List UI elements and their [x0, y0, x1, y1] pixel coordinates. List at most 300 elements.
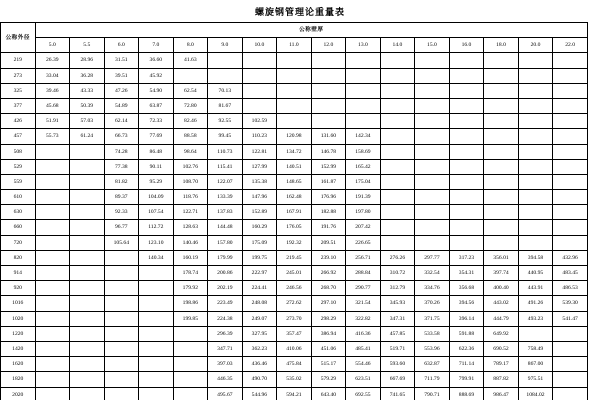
- cell-outer-diameter: 1016: [1, 296, 36, 311]
- cell-weight: [553, 387, 588, 400]
- cell-weight: 198.86: [173, 296, 208, 311]
- table-row: [1, 190, 588, 205]
- cell-weight: [484, 174, 519, 189]
- cell-weight: [415, 114, 450, 129]
- cell-weight: [553, 53, 588, 68]
- cell-weight: [173, 372, 208, 387]
- cell-weight: [104, 341, 139, 356]
- cell-weight: [518, 326, 553, 341]
- cell-weight: [415, 144, 450, 159]
- cell-weight: 157.80: [208, 235, 243, 250]
- cell-weight: [35, 205, 70, 220]
- cell-weight: [484, 83, 519, 98]
- cell-weight: [346, 114, 381, 129]
- cell-weight: 160.19: [173, 250, 208, 265]
- cell-weight: [484, 235, 519, 250]
- table-row: [1, 341, 588, 356]
- cell-weight: 102.76: [173, 159, 208, 174]
- cell-weight: 39.51: [104, 68, 139, 83]
- cell-weight: 554.46: [346, 357, 381, 372]
- cell-weight: 579.29: [311, 372, 346, 387]
- cell-weight: [449, 144, 484, 159]
- cell-weight: 296.39: [208, 326, 243, 341]
- cell-weight: [553, 235, 588, 250]
- header-outer-diameter: 公称外径: [1, 23, 36, 53]
- thickness-col-13: 18.0: [484, 38, 519, 53]
- cell-weight: 354.31: [449, 266, 484, 281]
- cell-outer-diameter: 426: [1, 114, 36, 129]
- thickness-col-1: 5.5: [70, 38, 105, 53]
- cell-weight: [173, 357, 208, 372]
- cell-weight: 62.54: [173, 83, 208, 98]
- cell-weight: [70, 159, 105, 174]
- cell-weight: 490.70: [242, 372, 277, 387]
- cell-weight: [277, 83, 312, 98]
- cell-weight: [311, 98, 346, 113]
- cell-weight: 98.64: [173, 144, 208, 159]
- cell-weight: [415, 159, 450, 174]
- cell-weight: 495.67: [208, 387, 243, 400]
- cell-weight: [484, 159, 519, 174]
- cell-weight: 47.26: [104, 83, 139, 98]
- cell-weight: 711.14: [449, 357, 484, 372]
- cell-weight: 175.04: [346, 174, 381, 189]
- cell-weight: 120.98: [277, 129, 312, 144]
- cell-weight: [553, 68, 588, 83]
- cell-weight: 544.96: [242, 387, 277, 400]
- cell-weight: [70, 205, 105, 220]
- cell-weight: [449, 129, 484, 144]
- thickness-col-10: 14.0: [380, 38, 415, 53]
- cell-weight: 175.09: [242, 235, 277, 250]
- thickness-col-0: 5.0: [35, 38, 70, 53]
- cell-weight: 986.47: [484, 387, 519, 400]
- cell-weight: [380, 190, 415, 205]
- cell-weight: [277, 114, 312, 129]
- cell-weight: [415, 220, 450, 235]
- cell-weight: 553.96: [415, 341, 450, 356]
- cell-weight: 276.26: [380, 250, 415, 265]
- cell-weight: 57.03: [70, 114, 105, 129]
- cell-weight: 39.46: [35, 83, 70, 98]
- cell-weight: 486.53: [553, 281, 588, 296]
- cell-weight: 128.63: [173, 220, 208, 235]
- cell-weight: 485.41: [346, 341, 381, 356]
- cell-weight: [70, 220, 105, 235]
- cell-weight: [35, 341, 70, 356]
- cell-weight: [139, 311, 174, 326]
- cell-weight: [139, 372, 174, 387]
- cell-weight: 162.48: [277, 190, 312, 205]
- cell-weight: 133.39: [208, 190, 243, 205]
- cell-weight: [277, 98, 312, 113]
- cell-weight: [518, 98, 553, 113]
- cell-weight: [35, 235, 70, 250]
- cell-weight: 758.49: [518, 341, 553, 356]
- cell-weight: 88.58: [173, 129, 208, 144]
- cell-weight: 298.29: [311, 311, 346, 326]
- cell-outer-diameter: 660: [1, 220, 36, 235]
- cell-weight: 692.55: [346, 387, 381, 400]
- table-row: [1, 220, 588, 235]
- cell-weight: 332.54: [415, 266, 450, 281]
- cell-weight: [380, 144, 415, 159]
- cell-weight: 92.55: [208, 114, 243, 129]
- cell-weight: [380, 68, 415, 83]
- cell-weight: [553, 220, 588, 235]
- cell-weight: [415, 98, 450, 113]
- cell-weight: [139, 357, 174, 372]
- cell-weight: 82.46: [173, 114, 208, 129]
- cell-weight: 209.51: [311, 235, 346, 250]
- cell-outer-diameter: 529: [1, 159, 36, 174]
- cell-weight: 541.47: [553, 311, 588, 326]
- table-row: [1, 281, 588, 296]
- cell-weight: 397.74: [484, 266, 519, 281]
- cell-weight: 256.71: [346, 250, 381, 265]
- cell-outer-diameter: 1820: [1, 372, 36, 387]
- cell-weight: [208, 53, 243, 68]
- thickness-col-6: 10.0: [242, 38, 277, 53]
- cell-weight: 197.80: [346, 205, 381, 220]
- cell-weight: 127.99: [242, 159, 277, 174]
- cell-weight: 297.77: [415, 250, 450, 265]
- cell-weight: [484, 98, 519, 113]
- cell-weight: 36.28: [70, 68, 105, 83]
- cell-weight: 436.46: [242, 357, 277, 372]
- cell-weight: [70, 357, 105, 372]
- cell-weight: 396.14: [449, 311, 484, 326]
- cell-weight: 475.84: [277, 357, 312, 372]
- table-row: [1, 144, 588, 159]
- cell-weight: [553, 174, 588, 189]
- cell-weight: [484, 205, 519, 220]
- cell-weight: [518, 235, 553, 250]
- cell-weight: 533.58: [415, 326, 450, 341]
- cell-weight: [70, 174, 105, 189]
- cell-weight: [70, 250, 105, 265]
- cell-weight: 219.45: [277, 250, 312, 265]
- thickness-col-4: 8.0: [173, 38, 208, 53]
- cell-weight: 142.34: [346, 129, 381, 144]
- cell-weight: 36.60: [139, 53, 174, 68]
- cell-weight: [242, 98, 277, 113]
- cell-weight: [139, 266, 174, 281]
- thickness-col-11: 15.0: [415, 38, 450, 53]
- cell-weight: [380, 159, 415, 174]
- cell-weight: [553, 144, 588, 159]
- cell-weight: 483.45: [553, 266, 588, 281]
- cell-weight: 107.54: [139, 205, 174, 220]
- cell-weight: 446.35: [208, 372, 243, 387]
- cell-weight: 112.72: [139, 220, 174, 235]
- cell-weight: [518, 114, 553, 129]
- cell-weight: 152.89: [242, 205, 277, 220]
- cell-weight: 443.91: [518, 281, 553, 296]
- cell-weight: [346, 53, 381, 68]
- cell-weight: 272.62: [277, 296, 312, 311]
- cell-weight: [415, 174, 450, 189]
- cell-weight: 667.69: [380, 372, 415, 387]
- cell-weight: 122.71: [173, 205, 208, 220]
- cell-weight: 43.33: [70, 83, 105, 98]
- cell-weight: 131.60: [311, 129, 346, 144]
- table-row: [1, 68, 588, 83]
- cell-weight: [449, 174, 484, 189]
- cell-weight: [70, 341, 105, 356]
- cell-weight: [35, 144, 70, 159]
- cell-weight: [484, 144, 519, 159]
- cell-outer-diameter: 610: [1, 190, 36, 205]
- cell-weight: 90.11: [139, 159, 174, 174]
- thickness-col-3: 7.0: [139, 38, 174, 53]
- cell-weight: 386.94: [311, 326, 346, 341]
- cell-weight: 161.87: [311, 174, 346, 189]
- cell-weight: [35, 357, 70, 372]
- cell-weight: [380, 220, 415, 235]
- cell-weight: 649.92: [484, 326, 519, 341]
- cell-weight: [415, 205, 450, 220]
- table-row: [1, 372, 588, 387]
- cell-weight: [415, 53, 450, 68]
- cell-weight: 317.23: [449, 250, 484, 265]
- table-row: [1, 53, 588, 68]
- cell-weight: 152.99: [311, 159, 346, 174]
- cell-weight: [449, 159, 484, 174]
- cell-weight: [518, 83, 553, 98]
- cell-weight: 690.52: [484, 341, 519, 356]
- cell-weight: [518, 144, 553, 159]
- cell-weight: [208, 68, 243, 83]
- cell-weight: 50.39: [70, 98, 105, 113]
- cell-weight: 144.48: [208, 220, 243, 235]
- cell-weight: 397.03: [208, 357, 243, 372]
- cell-weight: 268.70: [311, 281, 346, 296]
- cell-weight: 99.45: [208, 129, 243, 144]
- cell-weight: 245.01: [277, 266, 312, 281]
- cell-weight: [104, 281, 139, 296]
- cell-weight: 89.37: [104, 190, 139, 205]
- cell-weight: 416.36: [346, 326, 381, 341]
- cell-weight: 182.88: [311, 205, 346, 220]
- cell-weight: 81.82: [104, 174, 139, 189]
- cell-weight: 334.76: [415, 281, 450, 296]
- cell-weight: 273.70: [277, 311, 312, 326]
- cell-weight: 148.65: [277, 174, 312, 189]
- table-row: [1, 250, 588, 265]
- cell-weight: 321.54: [346, 296, 381, 311]
- cell-weight: 356.68: [449, 281, 484, 296]
- cell-weight: 410.06: [277, 341, 312, 356]
- cell-weight: 451.06: [311, 341, 346, 356]
- thickness-col-5: 9.0: [208, 38, 243, 53]
- cell-weight: [380, 205, 415, 220]
- cell-outer-diameter: 1220: [1, 326, 36, 341]
- cell-weight: 207.42: [346, 220, 381, 235]
- thickness-col-8: 12.0: [311, 38, 346, 53]
- thickness-col-9: 13.0: [346, 38, 381, 53]
- cell-weight: 122.81: [242, 144, 277, 159]
- table-row: [1, 357, 588, 372]
- cell-weight: [70, 387, 105, 400]
- cell-weight: 226.65: [346, 235, 381, 250]
- cell-weight: 622.36: [449, 341, 484, 356]
- cell-weight: 246.56: [277, 281, 312, 296]
- cell-outer-diameter: 219: [1, 53, 36, 68]
- table-row: [1, 114, 588, 129]
- cell-weight: [139, 326, 174, 341]
- cell-outer-diameter: 1020: [1, 311, 36, 326]
- cell-weight: 95.29: [139, 174, 174, 189]
- cell-weight: 54.89: [104, 98, 139, 113]
- cell-weight: 28.96: [70, 53, 105, 68]
- cell-weight: 61.24: [70, 129, 105, 144]
- cell-weight: 345.93: [380, 296, 415, 311]
- cell-weight: [553, 372, 588, 387]
- cell-weight: 147.96: [242, 190, 277, 205]
- cell-outer-diameter: 2020: [1, 387, 36, 400]
- cell-weight: 179.92: [173, 281, 208, 296]
- cell-weight: [139, 296, 174, 311]
- cell-weight: [70, 235, 105, 250]
- cell-weight: 158.69: [346, 144, 381, 159]
- cell-weight: [449, 190, 484, 205]
- cell-weight: 26.39: [35, 53, 70, 68]
- cell-weight: 357.47: [277, 326, 312, 341]
- cell-weight: 62.14: [104, 114, 139, 129]
- cell-weight: 96.77: [104, 220, 139, 235]
- thickness-col-2: 6.0: [104, 38, 139, 53]
- cell-weight: 54.90: [139, 83, 174, 98]
- cell-weight: [518, 129, 553, 144]
- cell-weight: 118.76: [173, 190, 208, 205]
- cell-weight: [484, 68, 519, 83]
- cell-weight: [173, 341, 208, 356]
- cell-weight: 444.79: [484, 311, 519, 326]
- cell-weight: 167.91: [277, 205, 312, 220]
- cell-weight: [449, 205, 484, 220]
- cell-weight: [139, 341, 174, 356]
- cell-weight: [35, 190, 70, 205]
- cell-outer-diameter: 820: [1, 250, 36, 265]
- cell-weight: 179.99: [208, 250, 243, 265]
- cell-weight: [553, 190, 588, 205]
- cell-weight: [553, 129, 588, 144]
- table-row: [1, 235, 588, 250]
- cell-outer-diameter: 920: [1, 281, 36, 296]
- table-row: [1, 311, 588, 326]
- table-row: [1, 174, 588, 189]
- cell-weight: 493.23: [518, 311, 553, 326]
- cell-weight: [104, 387, 139, 400]
- cell-weight: 266.92: [311, 266, 346, 281]
- cell-weight: [553, 159, 588, 174]
- cell-weight: [104, 357, 139, 372]
- cell-weight: [380, 174, 415, 189]
- cell-weight: 123.10: [139, 235, 174, 250]
- cell-weight: 55.73: [35, 129, 70, 144]
- cell-weight: [70, 296, 105, 311]
- cell-weight: 70.13: [208, 83, 243, 98]
- cell-weight: [70, 326, 105, 341]
- cell-weight: 594.21: [277, 387, 312, 400]
- cell-weight: [415, 129, 450, 144]
- cell-weight: 457.85: [380, 326, 415, 341]
- table-body: [1, 53, 588, 400]
- cell-weight: 312.79: [380, 281, 415, 296]
- cell-weight: [449, 235, 484, 250]
- cell-weight: [380, 83, 415, 98]
- cell-outer-diameter: 377: [1, 98, 36, 113]
- cell-weight: 63.87: [139, 98, 174, 113]
- cell-weight: 248.08: [242, 296, 277, 311]
- cell-weight: [518, 174, 553, 189]
- cell-weight: 224.38: [208, 311, 243, 326]
- cell-weight: [415, 68, 450, 83]
- cell-weight: 122.07: [208, 174, 243, 189]
- cell-weight: 140.51: [277, 159, 312, 174]
- cell-weight: [104, 326, 139, 341]
- cell-weight: [35, 296, 70, 311]
- cell-weight: [449, 83, 484, 98]
- cell-weight: 77.69: [139, 129, 174, 144]
- cell-weight: [346, 68, 381, 83]
- cell-weight: [311, 53, 346, 68]
- cell-weight: 888.69: [449, 387, 484, 400]
- thickness-col-15: 22.0: [553, 38, 588, 53]
- cell-weight: [104, 296, 139, 311]
- cell-weight: 72.33: [139, 114, 174, 129]
- cell-weight: 223.49: [208, 296, 243, 311]
- table-row: [1, 266, 588, 281]
- table-row: [1, 387, 588, 400]
- cell-weight: [35, 281, 70, 296]
- table-row: [1, 129, 588, 144]
- cell-weight: 165.42: [346, 159, 381, 174]
- cell-weight: [518, 53, 553, 68]
- cell-outer-diameter: 1420: [1, 341, 36, 356]
- cell-weight: [242, 83, 277, 98]
- cell-weight: [484, 114, 519, 129]
- cell-weight: 643.40: [311, 387, 346, 400]
- cell-weight: 789.17: [484, 357, 519, 372]
- cell-weight: 535.02: [277, 372, 312, 387]
- cell-weight: 432.96: [553, 250, 588, 265]
- cell-weight: [484, 53, 519, 68]
- thickness-col-7: 11.0: [277, 38, 312, 53]
- cell-weight: [449, 220, 484, 235]
- cell-weight: 137.83: [208, 205, 243, 220]
- cell-weight: [346, 83, 381, 98]
- cell-weight: 51.91: [35, 114, 70, 129]
- cell-weight: 86.48: [139, 144, 174, 159]
- cell-weight: 41.63: [173, 53, 208, 68]
- cell-weight: 146.78: [311, 144, 346, 159]
- cell-weight: [35, 174, 70, 189]
- cell-weight: [518, 68, 553, 83]
- cell-weight: 176.96: [311, 190, 346, 205]
- cell-outer-diameter: 508: [1, 144, 36, 159]
- cell-weight: 81.67: [208, 98, 243, 113]
- cell-weight: 519.71: [380, 341, 415, 356]
- cell-weight: [518, 205, 553, 220]
- cell-weight: 591.88: [449, 326, 484, 341]
- cell-weight: 356.01: [484, 250, 519, 265]
- cell-weight: 140.46: [173, 235, 208, 250]
- cell-weight: [484, 129, 519, 144]
- cell-weight: [104, 311, 139, 326]
- cell-weight: 515.17: [311, 357, 346, 372]
